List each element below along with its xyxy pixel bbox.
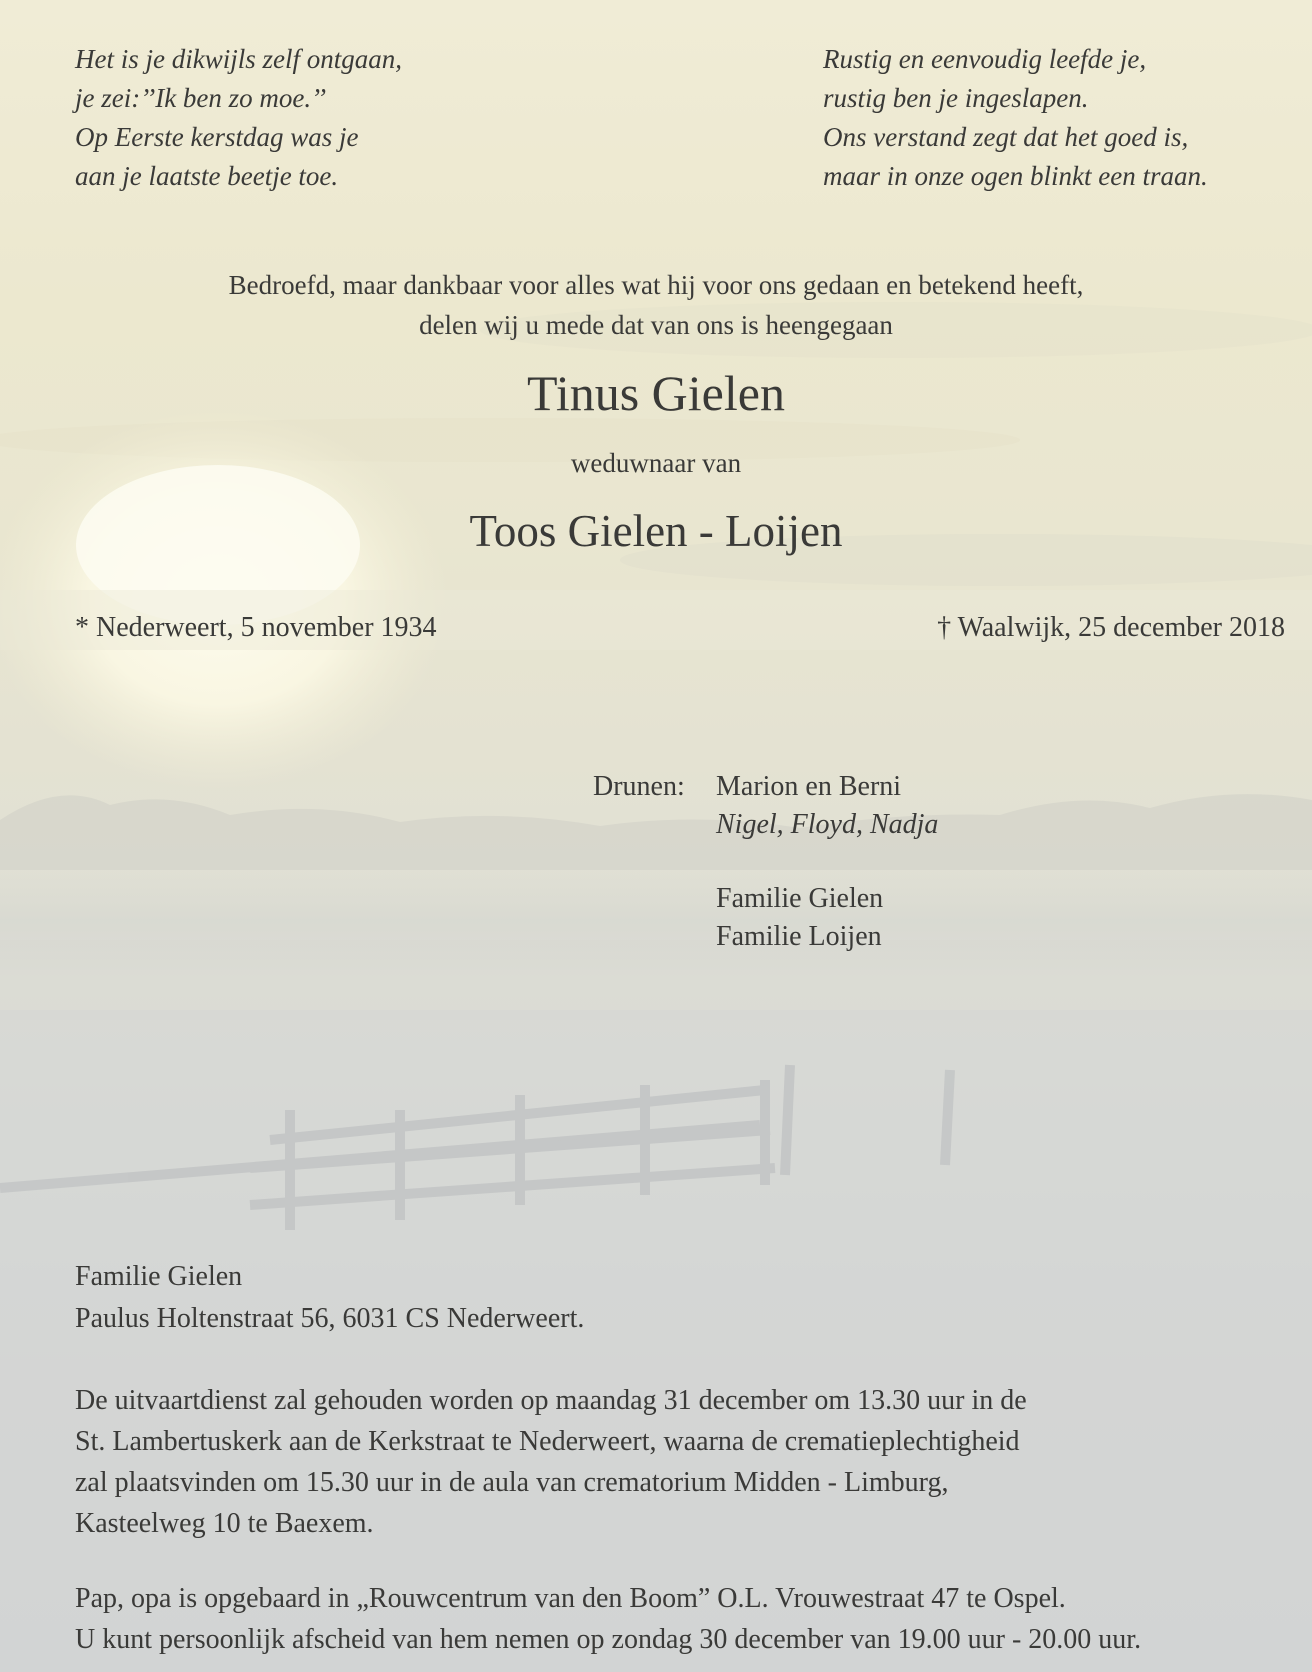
family-line: Familie Loijen bbox=[716, 921, 882, 952]
address-line: Familie Gielen bbox=[75, 1261, 243, 1292]
correspondence-address bbox=[75, 1256, 584, 1340]
birth-info: * Nederweert, 5 november 1934 bbox=[75, 612, 437, 643]
family-place: Drunen: bbox=[593, 771, 685, 802]
family-names bbox=[716, 768, 938, 956]
poem-line: Ons verstand zegt dat het goed is, bbox=[823, 122, 1189, 152]
poem-line: Het is je dikwijls zelf ontgaan, bbox=[75, 44, 402, 74]
grandchildren-line: Nigel, Floyd, Nadja bbox=[716, 809, 939, 840]
viewing-info bbox=[75, 1578, 1141, 1660]
poem-right bbox=[823, 40, 1208, 196]
family-line: Marion en Berni bbox=[716, 771, 902, 802]
funeral-service-info bbox=[75, 1380, 1027, 1544]
viewing-line: Pap, opa is opgebaard in „Rouwcentrum van den Boom” O.L. Vrouwestraat 47 te Ospel. bbox=[75, 1583, 1066, 1614]
poem-line: Rustig en eenvoudig leefde je, bbox=[823, 44, 1147, 74]
address-line: Paulus Holtenstraat 56, 6031 CS Nederweert. bbox=[75, 1303, 585, 1334]
poem-line: Op Eerste kerstdag was je bbox=[75, 122, 359, 152]
spacer bbox=[716, 844, 938, 880]
announcement-intro bbox=[0, 265, 1312, 345]
deceased-name: Tinus Gielen bbox=[527, 365, 785, 421]
poem-line: rustig ben je ingeslapen. bbox=[823, 83, 1089, 113]
death-info: † Waalwijk, 25 december 2018 bbox=[937, 612, 1285, 643]
poem-left bbox=[75, 40, 402, 196]
service-line: De uitvaartdienst zal gehouden worden op maandag 31 december om 13.30 uur in de bbox=[75, 1385, 1027, 1416]
service-line: zal plaatsvinden om 15.30 uur in de aula van crematorium Midden - Limburg, bbox=[75, 1467, 949, 1498]
intro-line: Bedroefd, maar dankbaar voor alles wat hij voor ons gedaan en betekend heeft, bbox=[228, 270, 1084, 300]
service-line: St. Lambertuskerk aan de Kerkstraat te Nederweert, waarna de crematieplechtigheid bbox=[75, 1426, 1020, 1457]
service-line: Kasteelweg 10 te Baexem. bbox=[75, 1508, 374, 1539]
poem-line: je zei:’’Ik ben zo moe.’’ bbox=[75, 83, 327, 113]
poem-line: aan je laatste beetje toe. bbox=[75, 161, 339, 191]
viewing-line: U kunt persoonlijk afscheid van hem nemen op zondag 30 december van 19.00 uur - 20.00 uur. bbox=[75, 1624, 1142, 1655]
spouse-name: Toos Gielen - Loijen bbox=[469, 506, 843, 556]
intro-line: delen wij u mede dat van ons is heengegaan bbox=[419, 310, 893, 340]
relation-text: weduwnaar van bbox=[570, 448, 742, 478]
poem-line: maar in onze ogen blinkt een traan. bbox=[823, 161, 1208, 191]
family-line: Familie Gielen bbox=[716, 883, 884, 914]
